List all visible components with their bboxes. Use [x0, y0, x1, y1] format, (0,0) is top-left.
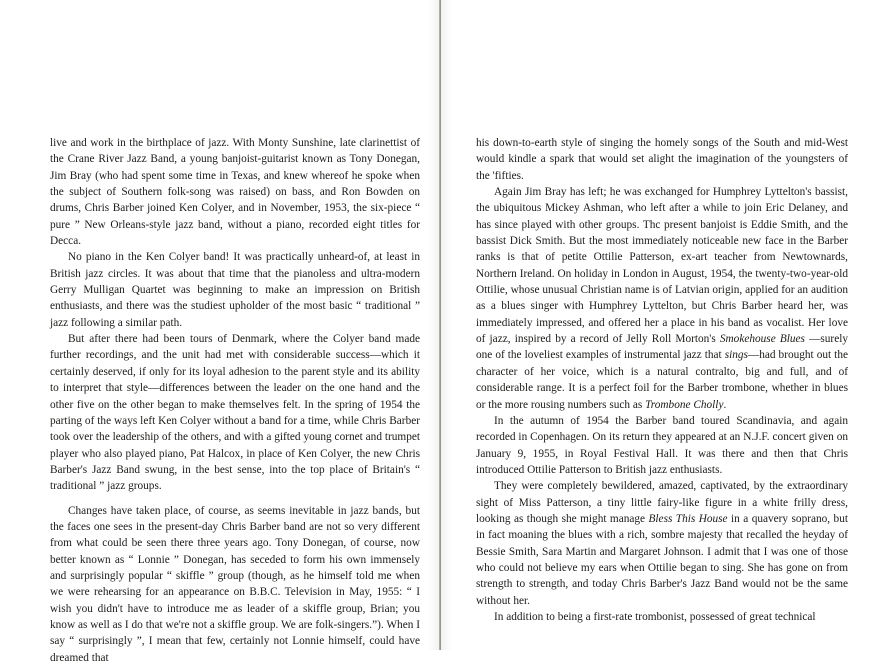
book-gutter	[439, 0, 441, 650]
left-page	[50, 135, 420, 666]
right-paragraph-2-text-b: —surely one of the loveliest examples of instrumental jazz that	[476, 333, 848, 362]
song-title-bless-this-house: Bless This House	[648, 512, 728, 525]
song-title-trombone-cholly: Trombone Cholly	[645, 398, 724, 411]
right-paragraph-2	[476, 184, 848, 413]
right-paragraph-4-text-a: They were completely bewildered, amazed, captivated, by the extraordinary sight of Miss Patterson, a tiny little fairy-like figure in a white frilly dress, looking as though she might manage	[476, 480, 848, 525]
right-page	[476, 135, 848, 625]
right-paragraph-3: In the autumn of 1954 the Barber band toured Scandinavia, and again recorded in Copenhagen. On its return they appeared at an N.J.F. concert given on January 9, 1955, in Royal Festival Hall. It was there and then that Chris introduced Ottilie Patterson to British jazz enthusiasts.	[476, 414, 848, 476]
left-paragraph-3: But after there had been tours of Denmark, where the Colyer band made further recordings, and the unit had met with considerable success—which it certainly deserved, if only for its loyal adhesion to the parent style and its ability to interpret that style—differences between the leader on the one hand and the other five on the other began to make themselves felt. In the spring of 1954 the parting of the ways left Ken Colyer without a band for a time, while Chris Barber took over the leadership of the others, and with a gifted young cornet and trumpet player who also played piano, Pat Halcox, in place of Ken Colyer, the new Chris Barber's Jazz Band swung, in the best sense, into the top place of Britain's “ traditional ” jazz groups.	[50, 333, 420, 493]
right-paragraph-1: his down-to-earth style of singing the homely songs of the South and mid-West would kindle a spark that would set alight the imagination of the youngsters of the 'fifties.	[476, 137, 848, 182]
right-paragraph-4	[476, 478, 848, 609]
right-paragraph-2-text-a: Again Jim Bray has left; he was exchanged for Humphrey Lyttelton's bassist, the ubiquitous Mickey Ashman, who left after a while to join Eric Delaney, and has since played with other groups. Thc present banjoist is Eddie Smith, and the bassist Dick Smith. But the most immediately noticeable new face in the Barber ranks is that of petite Ottilie Patterson, ex-art teacher from Newtownards, Northern Ireland. On holiday in London in August, 1954, the twenty-two-year-old Ottilie, whose unusual Christian name is of Latvian origin, applied for an audition as a blues singer with Humphrey Lyttelton, but Chris Barber heard her, was immediately impressed, and offered her a place in his band as vocalist. Her love of jazz, inspired by a record of Jelly Roll Morton's	[476, 186, 848, 346]
left-paragraph-2: No piano in the Ken Colyer band! It was practically unheard-of, at least in British jazz circles. It was about that time that the pianoless and ultra-modern Gerry Mulligan Quartet was beginning to make an impression on British enthusiasts, and there was the studiest upholder of the most basic “ traditional ” jazz following a similar path.	[50, 251, 420, 329]
left-paragraph-4: Changes have taken place, of course, as seems inevitable in jazz bands, but the faces one sees in the present-day Chris Barber band are not so very different from what could be seen there three years ago. Tony Donegan, of course, now better known as “ Lonnie ” Donegan, has seceded to form his own immensely and surprisingly popular “ skiffle ” group (though, as he himself told me when we were rehearsing for an appearance on B.B.C. Television in May, 1955: “ I wish you didn't have to introduce me as leader of a skiffle group, Brian; you know as well as I do that we're not a skiffle group. We are folk-singers.”). When I say “ surprisingly ”, I mean that few, certainly not Lonnie himself, could have dreamed that	[50, 504, 420, 664]
album-title-smokehouse-blues: Smokehouse Blues	[719, 333, 805, 346]
left-paragraph-1: live and work in the birthplace of jazz. With Monty Sunshine, late clarinettist of the Crane River Jazz Band, a young banjoist-guitarist known as Tony Donegan, Jim Bray (who had spent some time in Texas, and knew whereof he spoke when the subject of Southern folk-song was raised) on bass, and Ron Bowden on drums, Chris Barber joined Ken Colyer, and in November, 1953, the six-piece “ pure ” New Orleans-style jazz band, without a piano, recorded eight titles for Decca.	[50, 137, 420, 248]
right-paragraph-4-text-b: in a quavery soprano, but in fact moaning the blues with a rich, sombre majesty that recalled the heyday of Bessie Smith, Sara Martin and Margaret Johnson. I admit that I was one of those who could not believe my ears when Ottilie began to sing. She has gone on from strength to strength, and today Chris Barber's Jazz Band would not be the same without her.	[476, 512, 848, 607]
right-paragraph-2-text-d: .	[723, 398, 727, 411]
right-paragraph-5: In addition to being a first-rate trombonist, possessed of great technical	[494, 610, 816, 623]
right-paragraph-2-text-c: —had brought out the character of her voice, which is a natural contralto, big and full, and of considerable range. It is a perfect foil for the Barber trombone, whether in blues or the more rousing numbers such as	[476, 349, 848, 411]
emphasis-sings: sings	[724, 349, 748, 362]
